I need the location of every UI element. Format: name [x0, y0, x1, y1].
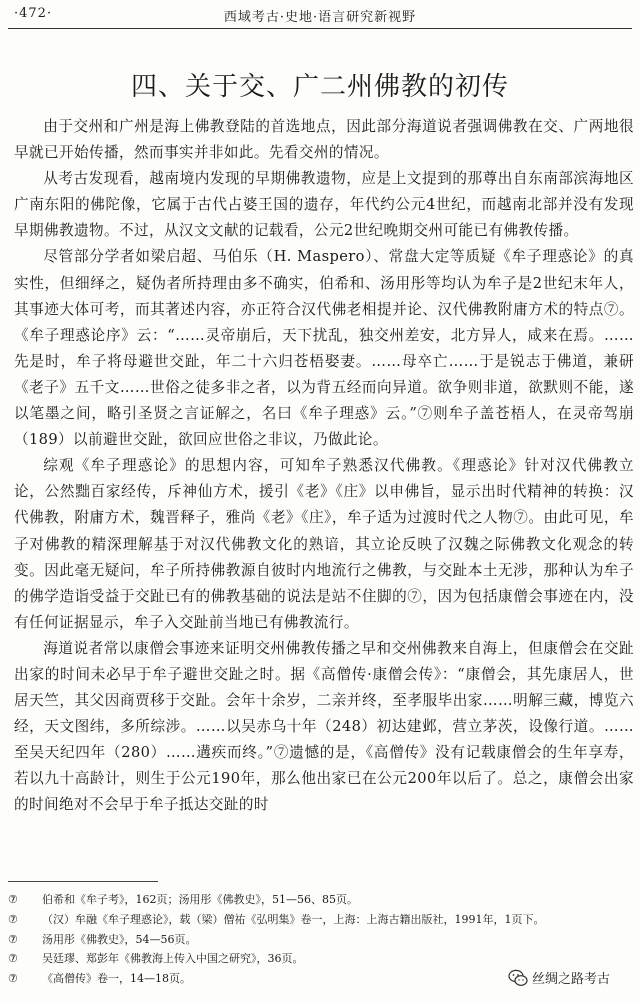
footnote-text: （汉）牟融《牟子理惑论》，载（梁）僧祐《弘明集》卷一，上海：上海古籍出版社，1991年，1页下。 [42, 912, 545, 926]
watermark-text: 丝绸之路考古 [532, 972, 611, 987]
footnote [8, 910, 545, 930]
footnote-text: 汤用彤《佛教史》，54—56页。 [42, 932, 197, 946]
chapter-title: 四、关于交、广二州佛教的初传 [130, 72, 509, 102]
footnote-number: ⑦ [8, 952, 18, 966]
footnote-text: 伯希和《牟子考》，162页；汤用彤《佛教史》，51—56、85页。 [42, 893, 358, 906]
footnote-number: ⑦ [8, 912, 18, 926]
footnote-text: 《高僧传》卷一，14—18页。 [42, 972, 191, 986]
footnote [8, 890, 528, 910]
footnote [8, 930, 528, 950]
body-text [14, 114, 634, 864]
footnotes [8, 890, 545, 989]
paragraph: 尽管部分学者如梁启超、马伯乐（H. Maspero）、常盘大定等质疑《牟子理惑论》的真实性，但细绎之，疑伪者所持理由多不确实，伯希和、汤用彤等均认为牟子是2世纪末年人，其事迹大体可考，而其著述内容，亦正符合汉代佛老相提并论、汉代佛教附庸方术的特点⑦。《牟子理惑论序》云：“……灵帝崩后，天下扰乱，独交州差安，北方异人，咸来在焉。……先是时，牟子将母避世交趾，年二十六归苍梧娶妻。……母卒亡……于是锐志于佛道，兼研《老子》五千文……世俗之徒多非之者，以为背五经而向异道。欲争则非道，欲默则不能，遂以笔墨之间，略引圣贤之言证解之，名曰《牟子理惑》云。”⑦则牟子盖苍梧人，在灵帝驾崩（189）以前避世交趾，欲回应世俗之非议，乃做此论。 [14, 248, 634, 449]
running-title: 西域考古·史地·语言研究新视野 [223, 10, 417, 25]
footnote-text: 吴廷璆、郑彭年《佛教海上传入中国之研究》，36页。 [42, 952, 304, 966]
footnote [8, 969, 528, 989]
page-number: ·472· [14, 6, 53, 21]
page-header [0, 4, 640, 28]
footnote-number: ⑦ [8, 932, 18, 946]
footnote-rule [8, 881, 158, 882]
wechat-icon [508, 968, 528, 988]
header-rule [8, 28, 632, 29]
paragraph: 海道说者常以康僧会事迹来证明交州佛教传播之早和交州佛教来自海上，但康僧会在交趾出家的时间未必早于牟子避世交趾之时。据《高僧传·康僧会传》：“康僧会，其先康居人，世居天竺，其父因商贾移于交趾。会年十余岁，二亲并终，至孝服毕出家……明解三藏，博览六经，天文图纬，多所综涉。……以吴赤乌十年（248）初达建邺，营立茅茨，设像行道。……至吴天纪四年（280）……遘疾而终。”⑦遗憾的是，《高僧传》没有记载康僧会的生年享寿，若以九十高龄计，则生于公元190年，那么他出家已在公元200年以后了。总之，康僧会出家的时间绝对不会早于牟子抵达交趾的时 [14, 639, 634, 814]
paragraph: 从考古发现看，越南境内发现的早期佛教遗物，应是上文提到的那尊出自东南部滨海地区广南东阳的佛陀像，它属于古代占婆王国的遗存，年代约公元4世纪，而越南北部并没有发现早期佛教遗物。不过，从汉文文献的记载看，公元2世纪晚期交州可能已有佛教传播。 [14, 170, 634, 240]
paragraph: 由于交州和广州是海上佛教登陆的首选地点，因此部分海道说者强调佛教在交、广两地很早就已开始传播，然而事实并非如此。先看交州的情况。 [14, 118, 634, 162]
footnote-number: ⑦ [8, 893, 18, 906]
watermark [508, 964, 640, 992]
footnote [8, 949, 528, 969]
footnote-number: ⑦ [8, 972, 18, 986]
paragraph: 综观《牟子理惑论》的思想内容，可知牟子熟悉汉代佛教。《理惑论》针对汉代佛教立论，公然黜百家经传，斥神仙方术，援引《老》《庄》以申佛旨，显示出时代精神的转换：汉代佛教，附庸方术，魏晋释子，雅尚《老》《庄》，牟子适为过渡时代之人物⑦。由此可见，牟子对佛教的精深理解基于对汉代佛教文化的熟谙，其立论反映了汉魏之际佛教文化观念的转变。因此毫无疑问，牟子所持佛教源自彼时内地流行之佛教，与交趾本土无涉，那种认为牟子的佛学造诣受益于交趾已有的佛教基础的说法是站不住脚的⑦，因为包括康僧会事迹在内，没有任何证据显示，牟子入交趾前当地已有佛教流行。 [14, 457, 634, 631]
